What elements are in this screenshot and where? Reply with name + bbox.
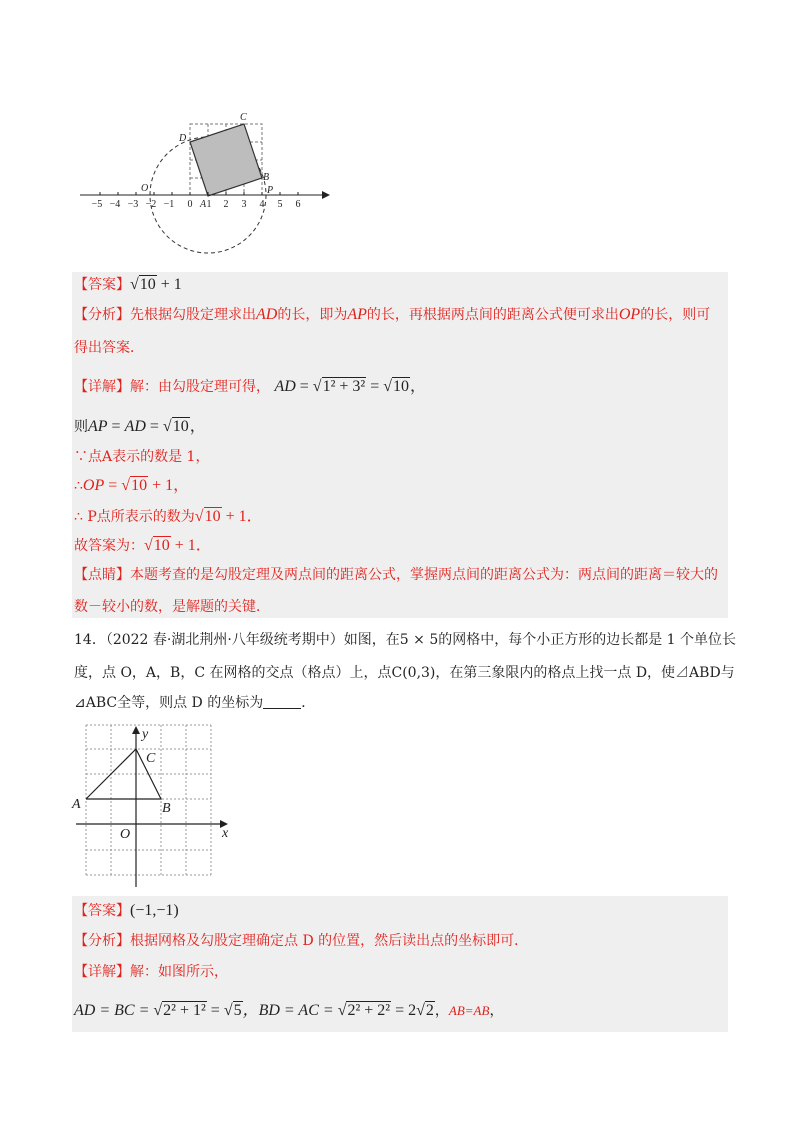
point-label-O: O — [141, 183, 149, 194]
detail-intro: 【详解】解：由勾股定理可得， AD = √1² + 3² = √10， — [74, 378, 427, 395]
answer-line-q13: 【答案】√10 + 1 — [74, 276, 182, 293]
tick-label: 1 — [206, 199, 212, 210]
analysis-line-2: 得出答案． — [74, 340, 144, 356]
point-label-A: A — [200, 199, 207, 210]
tick-label: −3 — [127, 199, 139, 210]
q14-analysis: 【分析】根据网格及勾股定理确定点 D 的位置，然后读出点的坐标即可． — [74, 933, 529, 949]
point-label-C: C — [240, 112, 247, 123]
tick-label: 6 — [295, 199, 301, 210]
comment-line-1: 【点睛】本题考查的是勾股定理及两点间的距离公式，掌握两点间的距离公式为：两点间的距离＝较大的 — [74, 567, 718, 583]
q14-stem-2: 度，点 O，A，B，C 在网格的交点（格点）上，点C(0,3)，在第三象限内的格点上找一点 D，使⊿ABD与 — [74, 665, 735, 681]
tick-label: 4 — [259, 199, 265, 210]
number-line-figure — [78, 110, 338, 270]
label-B: B — [162, 801, 171, 816]
dashed-grid — [86, 725, 211, 875]
label-A: A — [72, 797, 81, 812]
grid-figure — [66, 722, 246, 892]
point-label-D: D — [179, 133, 187, 144]
label-O: O — [120, 827, 131, 842]
q14-detail-eq: AD = BC = √2² + 1² = √5，BD = AC = √2² + 2² = 2√2，AB=AB， — [74, 1002, 504, 1019]
detail-line-op: ∴OP = √10 + 1， — [74, 477, 190, 494]
answer-tag: 【答案】 — [74, 277, 130, 293]
q14-stem-1: 14．（2022 春·湖北荆州·八年级统考期中）如图，在5 × 5的网格中，每个小正方形的边长都是 1 个单位长 — [74, 632, 737, 648]
tick-label: −5 — [91, 199, 103, 210]
tick-label: 3 — [241, 199, 247, 210]
detail-line-because: ∵点A表示的数是 1， — [74, 449, 210, 465]
point-label-B: B — [263, 172, 270, 183]
label-y: y — [142, 727, 149, 742]
q14-stem-3: ⊿ABC全等，则点 D 的坐标为 ． — [74, 695, 316, 711]
tick-label: 2 — [223, 199, 229, 210]
detail-line-final: 故答案为：√10 + 1． — [74, 537, 212, 554]
tick-label: 5 — [277, 199, 283, 210]
detail-line-ap: 则AP = AD = √10， — [74, 418, 206, 435]
comment-line-2: 数－较小的数，是解题的关键． — [74, 599, 270, 615]
tick-label: 0 — [187, 199, 193, 210]
answer-blank — [263, 696, 301, 709]
label-C: C — [146, 751, 156, 766]
answer-line-q14: 【答案】(−1,−1) — [74, 902, 179, 919]
analysis-line-1: 【分析】先根据勾股定理求出AD的长，即为AP的长，再根据两点间的距离公式便可求出OP的长，则可 — [74, 306, 711, 323]
tick-label: −4 — [109, 199, 121, 210]
label-x: x — [222, 826, 229, 841]
tick-label: −2 — [145, 199, 157, 210]
detail-line-p: ∴ P点所表示的数为√10 + 1． — [74, 508, 263, 525]
tick-label: −1 — [163, 199, 175, 210]
q14-detail-intro: 【详解】解：如图所示， — [74, 964, 228, 980]
point-label-P: P — [267, 185, 274, 196]
gray-square — [190, 124, 262, 196]
